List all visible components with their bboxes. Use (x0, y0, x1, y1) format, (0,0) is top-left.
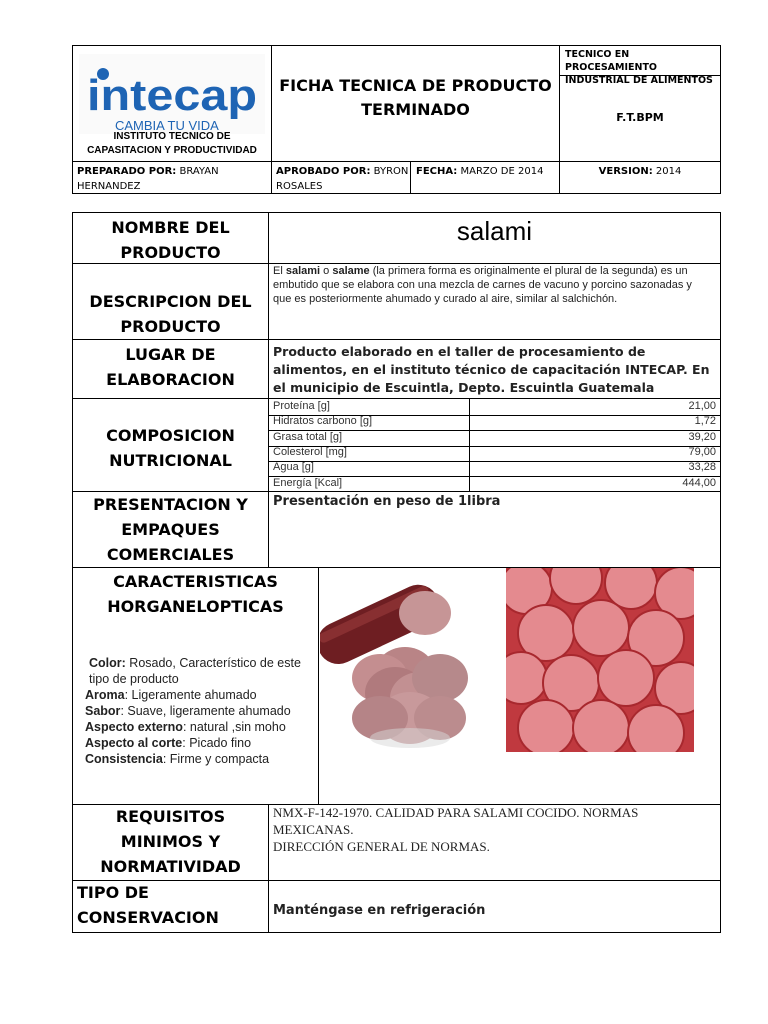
nutrient-value: 33,28 (688, 461, 716, 474)
approved-label: APROBADO POR: (276, 166, 371, 177)
prepared-by (77, 164, 267, 194)
prepared-value: BRAYAN (179, 166, 219, 177)
characteristic-value: : Firme y compacta (162, 752, 270, 766)
characteristic-item (85, 719, 317, 735)
version-label: VERSION: (598, 166, 653, 177)
desc-bold: salame (332, 265, 370, 277)
approved-value: BYRON (373, 166, 409, 177)
place-label (73, 342, 268, 392)
nutrient-value: 1,72 (694, 415, 716, 428)
characteristic-item (85, 735, 317, 751)
conservation-label (77, 880, 267, 930)
label-line: ELABORACION (106, 370, 235, 389)
req-line: DIRECCIÓN GENERAL DE NORMAS. (273, 839, 490, 854)
date (416, 164, 543, 179)
row-divider (73, 339, 720, 340)
desc-bold: salami (285, 265, 321, 277)
version-value: 2014 (655, 166, 682, 177)
institute-line-2: CAPASITACION Y PRODUCTIVIDAD (87, 145, 257, 156)
label-line: PRODUCTO (120, 317, 221, 336)
product-name-label (73, 215, 268, 265)
label-line: CARACTERISTICAS (113, 572, 278, 591)
place-value: Producto elaborado en el taller de procesamiento de alimentos, en el instituto técnico de capacitación INTECAP. En el municipio de Escuintla, Depto. Escuintla Guatemala (273, 344, 710, 395)
approved-value-2: ROSALES (276, 181, 323, 192)
characteristic-item (85, 703, 317, 719)
nutrient-value: 444,00 (682, 476, 716, 489)
conservation-value: Manténgase en refrigeración (273, 903, 486, 918)
characteristics-label (73, 569, 318, 619)
label-line: NUTRICIONAL (109, 451, 232, 470)
institute-name (73, 130, 271, 158)
characteristic-value: Rosado, Característico de este tipo de producto (89, 656, 301, 686)
req-line: NMX-F-142-1970. CALIDAD PARA SALAMI COCIDO. NORMAS (273, 805, 639, 820)
desc-text: El (273, 265, 286, 277)
characteristic-item (85, 655, 317, 687)
prepared-cell (73, 162, 272, 194)
logo-tagline: CAMBIA TU VIDA (115, 118, 219, 133)
prepared-label: PREPARADO POR: (77, 166, 177, 177)
characteristic-key: Color: (89, 656, 126, 670)
logo-cell (73, 46, 272, 162)
dept-line-2: INDUSTRIAL DE ALIMENTOS (565, 75, 713, 86)
institute-line-1: INSTITUTO TECNICO DE (113, 131, 231, 142)
product-name-value: salami (456, 216, 533, 246)
label-line: PRODUCTO (120, 243, 221, 262)
intecap-logo (79, 54, 265, 134)
nutrient-name: Proteína [g] (273, 400, 330, 412)
characteristic-item (85, 751, 317, 767)
code-cell (560, 76, 721, 162)
label-line: MINIMOS Y (120, 832, 221, 851)
nutrient-value: 21,00 (688, 400, 716, 412)
date-label: FECHA: (416, 166, 458, 177)
col-divider (268, 213, 269, 567)
date-value: MARZO DE 2014 (460, 166, 544, 177)
label-line: NORMATIVIDAD (100, 857, 241, 876)
label-line: NOMBRE DEL (111, 218, 230, 237)
nutrient-name: Grasa total [g] (273, 430, 343, 443)
characteristic-item (85, 687, 317, 703)
description-label (73, 289, 268, 339)
characteristic-value: : Ligeramente ahumado (124, 688, 257, 702)
label-line: HORGANELOPTICAS (107, 597, 284, 616)
characteristic-key: Sabor (85, 704, 121, 718)
salami-sliced-photo (320, 568, 504, 752)
product-table (72, 212, 721, 933)
salami-slices-closeup-photo (506, 568, 694, 752)
date-cell (411, 162, 560, 194)
presentation-label (73, 492, 268, 567)
label-line: PRESENTACION Y (93, 495, 248, 514)
req-line: MEXICANAS. (273, 822, 354, 837)
approved-cell (272, 162, 411, 194)
requirements-value (273, 804, 717, 855)
logo-text: intecap (87, 71, 257, 120)
label-line: TIPO DE (77, 883, 149, 902)
header-table (72, 45, 721, 194)
label-line: REQUISITOS (115, 807, 226, 826)
label-line: COMPOSICION (106, 426, 235, 445)
desc-text: o (320, 265, 333, 277)
title-cell (272, 46, 560, 162)
desc-text: (la primera forma es originalmente el plural de la segunda) es un embutido que se elabora con una mezcla de carnes de vacuno y porcino sazonadas y que es posteriormente ahumado y curado al aire, similar al salchichón. (273, 265, 692, 305)
nutrient-value: 39,20 (688, 430, 716, 443)
characteristics-list (85, 655, 317, 767)
nutrient-value: 79,00 (688, 445, 716, 458)
title-line-1: FICHA TECNICA DE PRODUCTO (279, 76, 552, 95)
document-title (272, 74, 559, 122)
col-divider (318, 567, 319, 804)
nutrient-name: Hidratos carbono [g] (273, 415, 373, 428)
nutrition-row (269, 476, 721, 492)
characteristic-key: Aspecto al corte (85, 736, 183, 750)
document-code: F.T.BPM (616, 111, 664, 124)
nutrient-name: Energía [Kcal] (273, 476, 343, 489)
department-cell (560, 46, 721, 86)
description-value (273, 264, 713, 306)
nutrient-name: Agua [g] (273, 461, 314, 474)
title-line-2: TERMINADO (361, 100, 470, 119)
label-line: COMERCIALES (106, 545, 235, 564)
approved-by (276, 164, 410, 194)
characteristic-key: Aspecto externo (85, 720, 183, 734)
requirements-label (73, 804, 268, 879)
presentation-value: Presentación en peso de 1libra (273, 494, 501, 509)
label-line: DESCRIPCION DEL (89, 292, 252, 311)
nutrition-label (73, 423, 268, 473)
label-line: CONSERVACION (77, 908, 219, 927)
characteristic-key: Consistencia (85, 752, 163, 766)
characteristic-key: Aroma (85, 688, 125, 702)
nutrition-table (269, 399, 721, 491)
nutrient-name: Colesterol [mg] (273, 445, 347, 458)
prepared-value-2: HERNANDEZ (77, 181, 141, 192)
label-line: EMPAQUES (121, 520, 220, 539)
dept-line-1: TECNICO EN PROCESAMIENTO (565, 49, 657, 73)
label-line: LUGAR DE (125, 345, 216, 364)
version-cell (560, 162, 721, 194)
characteristic-value: : Suave, ligeramente ahumado (120, 704, 291, 718)
characteristic-value: : natural ,sin moho (182, 720, 286, 734)
col-divider (268, 804, 269, 933)
version (560, 164, 720, 179)
characteristic-value: : Picado fino (182, 736, 252, 750)
